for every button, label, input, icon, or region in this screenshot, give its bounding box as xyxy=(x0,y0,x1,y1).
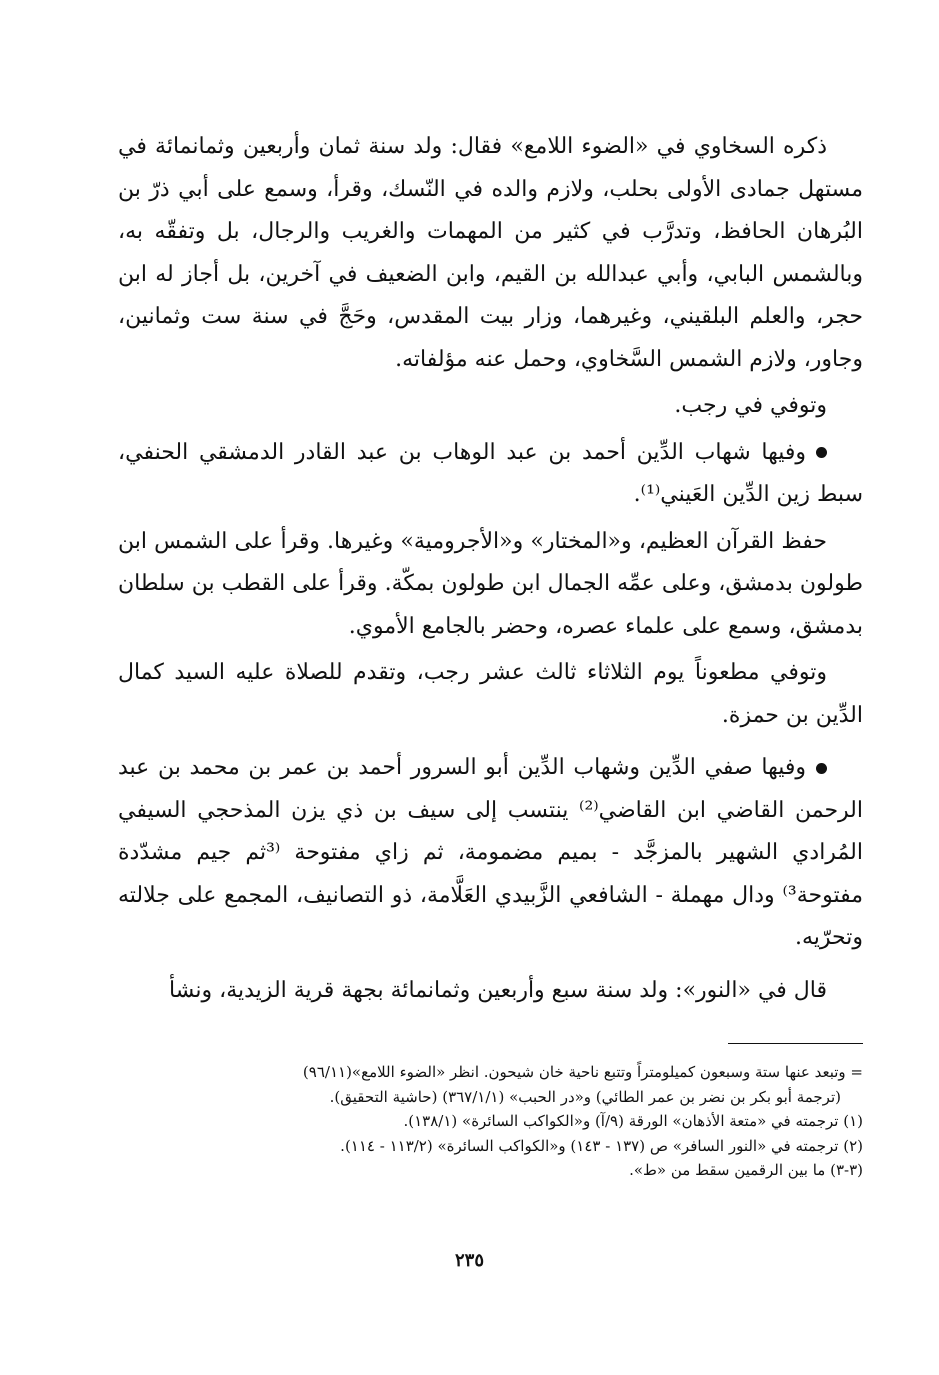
main-text xyxy=(118,126,863,1012)
footnote-1: (١) ترجمته في «متعة الأذهان» الورقة (٩/آ) و«الكواكب السائرة» (١٣٨/١). xyxy=(403,1112,863,1130)
paragraph-shihab-entry xyxy=(118,432,863,517)
entry-text: وفيها صفي الدِّين وشهاب الدِّين أبو السرور أحمد بن عمر بن محمد بن عبد الرحمن القاضي ابن القاضي⁽²⁾ ينتسب إلى سيف بن ذي يزن المذحجي السيفي المُرادي الشهير بالمزجَّد - بميم مضمومة، ثم زاي مفتوحة ⁽³ثم جيم مشدّدة مفتوحة³⁾ ودال مهملة - الشافعي الزَّبيدي العَلَّامة، ذو التصانيف، المجمع على جلالته وتحرّيه. xyxy=(118,755,864,950)
paragraph-death: وتوفي مطعوناً يوم الثلاثاء ثالث عشر رجب، وتقدم للصلاة عليه السيد كمال الدِّين بن حمزة. xyxy=(118,660,863,728)
footnote-divider xyxy=(728,1043,863,1044)
footnote-3: (٣-٣) ما بين الرقمين سقط من «ط». xyxy=(629,1161,863,1179)
footnote-continued: = وتبعد عنها ستة وسبعون كميلومتراً وتتبع ناحية خان شيحون. انظر «الضوء اللامع»(٩٦/١١) xyxy=(302,1063,863,1081)
footnotes xyxy=(118,1060,863,1183)
paragraph-sakhawi: ذكره السخاوي في «الضوء اللامع» فقال: ولد سنة ثمان وأربعين وثمانمائة في مستهل جمادى الأولى بحلب، ولازم والده في النّسك، وقرأ، وسمع على أبي ذرّ بن البُرهان الحافظ، وتدرَّب في كثير من المهمات والغريب والرجال، بل وتفقّه به، وبالشمس البابي، وأبي عبدالله بن القيم، وابن الضعيف في آخرين، بل أجاز له ابن حجر، والعلم البلقيني، وغيرهما، وزار بيت المقدس، وحَجَّ في سنة ست وثمانين، وجاور، ولازم الشمس السَّخاوي، وحمل عنه مؤلفاته. xyxy=(118,134,863,372)
footnote-2: (٢) ترجمته في «النور السافر» ص (١٣٧ - ١٤٣) و«الكواكب السائرة» (١١٣/٢ - ١١٤). xyxy=(340,1136,863,1155)
page-number: ٢٣٥ xyxy=(454,1250,484,1271)
bullet-icon xyxy=(816,763,827,774)
paragraph-nur: قال في «النور»: ولد سنة سبع وأربعين وثمانمائة بجهة قرية الزيدية، ونشأ xyxy=(169,977,827,1003)
paragraph-death-rajab: وتوفي في رجب. xyxy=(674,393,827,418)
paragraph-safi-entry xyxy=(118,747,863,960)
bullet-icon xyxy=(816,447,827,458)
footnote-continued-line: (ترجمة أبو بكر بن نضر بن عمر الطائي) و«در الحبب» (٣٦٧/١/١) (حاشية التحقيق). xyxy=(329,1087,841,1106)
entry-text: وفيها شهاب الدِّين أحمد بن عبد الوهاب بن عبد القادر الدمشقي الحنفي، سبط زين الدِّين العَيني⁽¹⁾. xyxy=(118,439,863,507)
paragraph-studies: حفظ القرآن العظيم، و«المختار» و«الأجرومية» وغيرها. وقرأ على الشمس ابن طولون بدمشق، وعلى عمِّه الجمال ابن طولون بمكّة. وقرأ على القطب بن سلطان بدمشق، وسمع على علماء عصره، وحضر بالجامع الأموي. xyxy=(118,528,863,639)
